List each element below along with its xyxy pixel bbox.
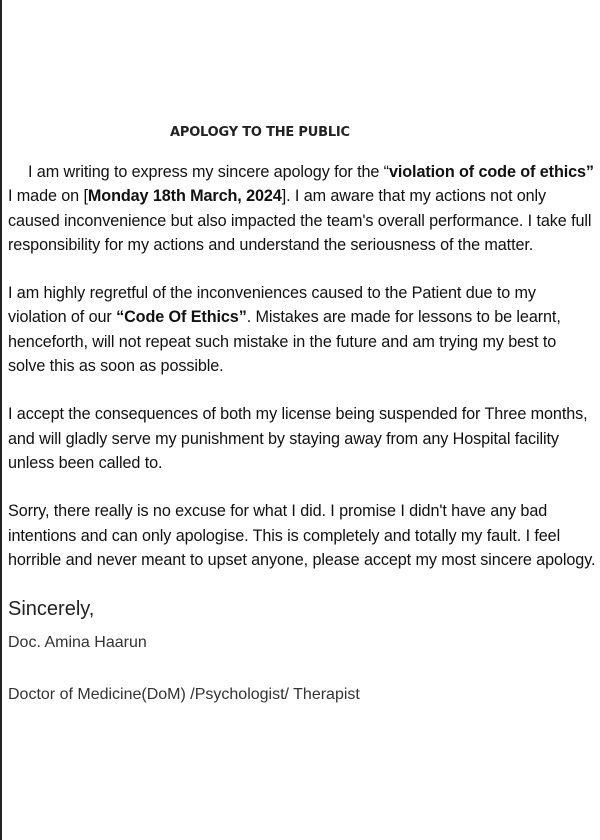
signature-name: Doc. Amina Haarun [8, 634, 147, 652]
page-left-border [0, 0, 2, 840]
p1-bold-violation: violation of code of ethics” [388, 163, 594, 181]
paragraph-regret [8, 281, 596, 378]
p2-text-c: . Mistakes are made for lessons to be learnt, henceforth, will not repeat such mistake in the future and am trying my best to solve this as soon as possible. [8, 308, 561, 376]
p1-text-a: I am writing to express my sincere apology for the “ [28, 163, 389, 181]
paragraph-consequences: I accept the consequences of both my license being suspended for Three months, and will gladly serve my punishment by staying away from any Hospital facility unless been called to. [8, 405, 588, 472]
p1-text-c: I made on [ [8, 187, 88, 206]
p1-bold-date: Monday 18th March, 2024 [87, 187, 282, 206]
paragraph-sorry: Sorry, there really is no excuse for what I did. I promise I didn't have any bad intentions and can only apologise. This is completely and totally my fault. I feel horrible and never meant to upset anyone, please accept my most sincere apology. [8, 502, 596, 569]
p2-text-a: I am highly regretful of the inconveniences caused to the Patient due to my violation of our [8, 284, 536, 327]
signature-title: Doctor of Medicine(DoM) /Psychologist/ Therapist [8, 686, 360, 704]
letter-title: APOLOGY TO THE PUBLIC [170, 125, 350, 140]
closing-salutation: Sincerely, [8, 598, 95, 621]
p1-text-e: ]. I am aware that my actions not only caused inconvenience but also impacted the team's overall performance. I take full responsibility for my actions and understand the seriousness of the matter. [8, 187, 592, 254]
letter-document [8, 125, 596, 706]
p2-bold-code-of-ethics: “Code Of Ethics” [116, 308, 247, 327]
paragraph-apology-intro [8, 160, 596, 257]
